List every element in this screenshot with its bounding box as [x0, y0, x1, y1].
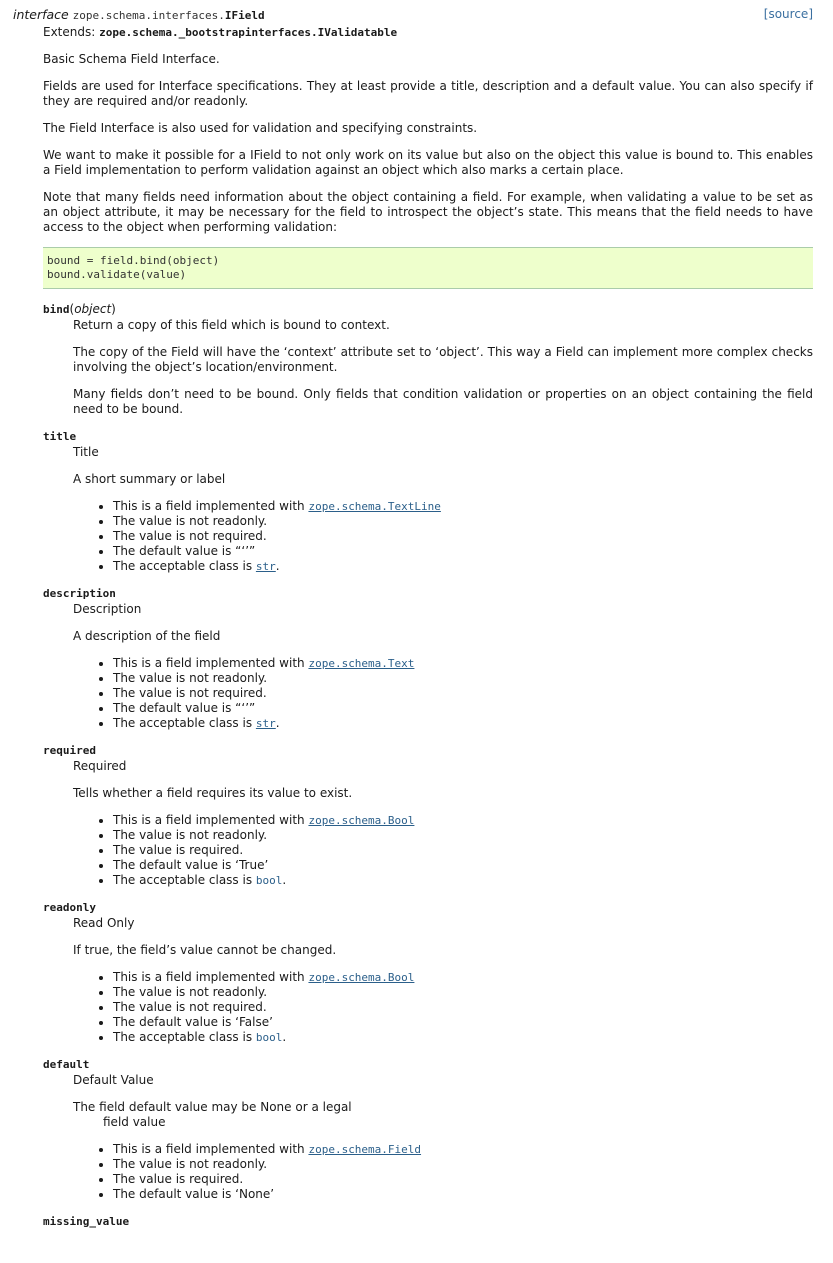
intro-paragraph: We want to make it possible for a IField to not only work on its value but also on the object this value is bound to. This enables a Field implementation to perform validation against an object which also marks a certain place. [43, 148, 813, 177]
list-item: • The default value is “‘’” [113, 701, 813, 716]
member-default [43, 1057, 813, 1202]
member-description [43, 586, 813, 731]
impl-link[interactable]: zope.schema.Bool [308, 971, 415, 984]
field-label: Read Only [73, 916, 135, 930]
field-properties [73, 656, 813, 731]
source-link[interactable]: [source] [763, 7, 813, 21]
intro-paragraph: Basic Schema Field Interface. [43, 52, 220, 66]
list-item: • The value is not readonly. [113, 1157, 813, 1172]
extends-label: Extends: [43, 25, 96, 39]
list-item: • The default value is ‘False’ [113, 1015, 813, 1030]
member-name: title [43, 430, 77, 443]
field-properties [73, 970, 813, 1045]
member-name: bind [43, 303, 70, 316]
interface-signature [13, 7, 813, 25]
list-item: • The value is not required. [113, 686, 813, 701]
field-properties [73, 499, 813, 574]
impl-link[interactable]: zope.schema.Text [308, 657, 415, 670]
field-label: Title [73, 445, 99, 459]
member-bind [43, 302, 813, 417]
list-item: • The value is required. [113, 1172, 813, 1187]
intro-paragraph: Fields are used for Interface specifications. They at least provide a title, description and a default value. You can also specify if they are required and/or readonly. [43, 79, 813, 108]
list-item: • The acceptable class is str. [113, 559, 813, 574]
field-description: The field default value may be None or a legal [73, 1100, 352, 1114]
list-item: • The value is not required. [113, 529, 813, 544]
member-clipped [43, 1214, 813, 1230]
field-label: Description [73, 602, 142, 616]
impl-link[interactable]: zope.schema.Field [308, 1143, 422, 1156]
list-item: • This is a field implemented with zope.schema.TextLine [113, 499, 813, 514]
class-link[interactable]: str [255, 717, 276, 730]
field-description-continued: field value [103, 1115, 166, 1129]
code-line: bound.validate(value) [47, 268, 187, 281]
field-label: Default Value [73, 1073, 154, 1087]
interface-keyword: interface [13, 7, 69, 22]
list-item: • The acceptable class is str. [113, 716, 813, 731]
member-args: object [74, 302, 112, 316]
list-item: • The value is not readonly. [113, 828, 813, 843]
member-paragraph: Return a copy of this field which is bound to context. [73, 318, 390, 332]
member-name: readonly [43, 901, 96, 914]
member-readonly [43, 900, 813, 1045]
interface-name: IField [224, 9, 265, 22]
field-properties [73, 1142, 813, 1202]
list-item: • This is a field implemented with zope.schema.Text [113, 656, 813, 671]
member-required [43, 743, 813, 888]
list-item: • The default value is ‘True’ [113, 858, 813, 873]
member-name: description [43, 587, 116, 600]
member-name: required [43, 744, 96, 757]
list-item: • This is a field implemented with zope.schema.Bool [113, 970, 813, 985]
list-item: • The acceptable class is bool. [113, 873, 813, 888]
member-paragraph: Many fields don’t need to be bound. Only fields that condition validation or properties on an object containing the field need to be bound. [73, 387, 813, 416]
list-item: • The value is not required. [113, 1000, 813, 1015]
code-example [43, 247, 813, 289]
field-description: Tells whether a field requires its value to exist. [73, 786, 353, 800]
impl-link[interactable]: zope.schema.TextLine [308, 500, 441, 513]
module-prefix: zope.schema.interfaces. [72, 9, 225, 22]
class-name: bool [255, 874, 283, 887]
member-title [43, 429, 813, 574]
list-item: • The value is not readonly. [113, 671, 813, 686]
member-paragraph: The copy of the Field will have the ‘context’ attribute set to ‘object’. This way a Field can implement more complex checks involving the object’s location/environment. [73, 345, 813, 374]
list-item: • This is a field implemented with zope.schema.Field [113, 1142, 813, 1157]
list-item: • The default value is “‘’” [113, 544, 813, 559]
class-link[interactable]: str [255, 560, 276, 573]
field-description: A short summary or label [73, 472, 226, 486]
list-item: • This is a field implemented with zope.schema.Bool [113, 813, 813, 828]
member-name: default [43, 1058, 90, 1071]
class-name: bool [255, 1031, 283, 1044]
list-item: • The value is not readonly. [113, 985, 813, 1000]
field-properties [73, 813, 813, 888]
member-signature: bind(object) [43, 302, 116, 316]
extends-target: zope.schema._bootstrapinterfaces.IValidatable [99, 26, 398, 39]
list-item: • The acceptable class is bool. [113, 1030, 813, 1045]
intro-paragraph: The Field Interface is also used for validation and specifying constraints. [43, 121, 478, 135]
list-item: • The value is not readonly. [113, 514, 813, 529]
extends-line [43, 25, 813, 40]
list-item: • The value is required. [113, 843, 813, 858]
member-name: missing_value [43, 1215, 130, 1228]
field-label: Required [73, 759, 127, 773]
field-description: A description of the field [73, 629, 221, 643]
code-line: bound = field.bind(object) [47, 254, 220, 267]
list-item: • The default value is ‘None’ [113, 1187, 813, 1202]
intro-paragraph: Note that many fields need information about the object containing a field. For example, when validating a value to be set as an object attribute, it may be necessary for the field to introspect the object’s state. This means that the field needs to have access to the object when performing validation: [43, 190, 813, 234]
impl-link[interactable]: zope.schema.Bool [308, 814, 415, 827]
field-description: If true, the field’s value cannot be changed. [73, 943, 337, 957]
interface-body [43, 25, 813, 1230]
